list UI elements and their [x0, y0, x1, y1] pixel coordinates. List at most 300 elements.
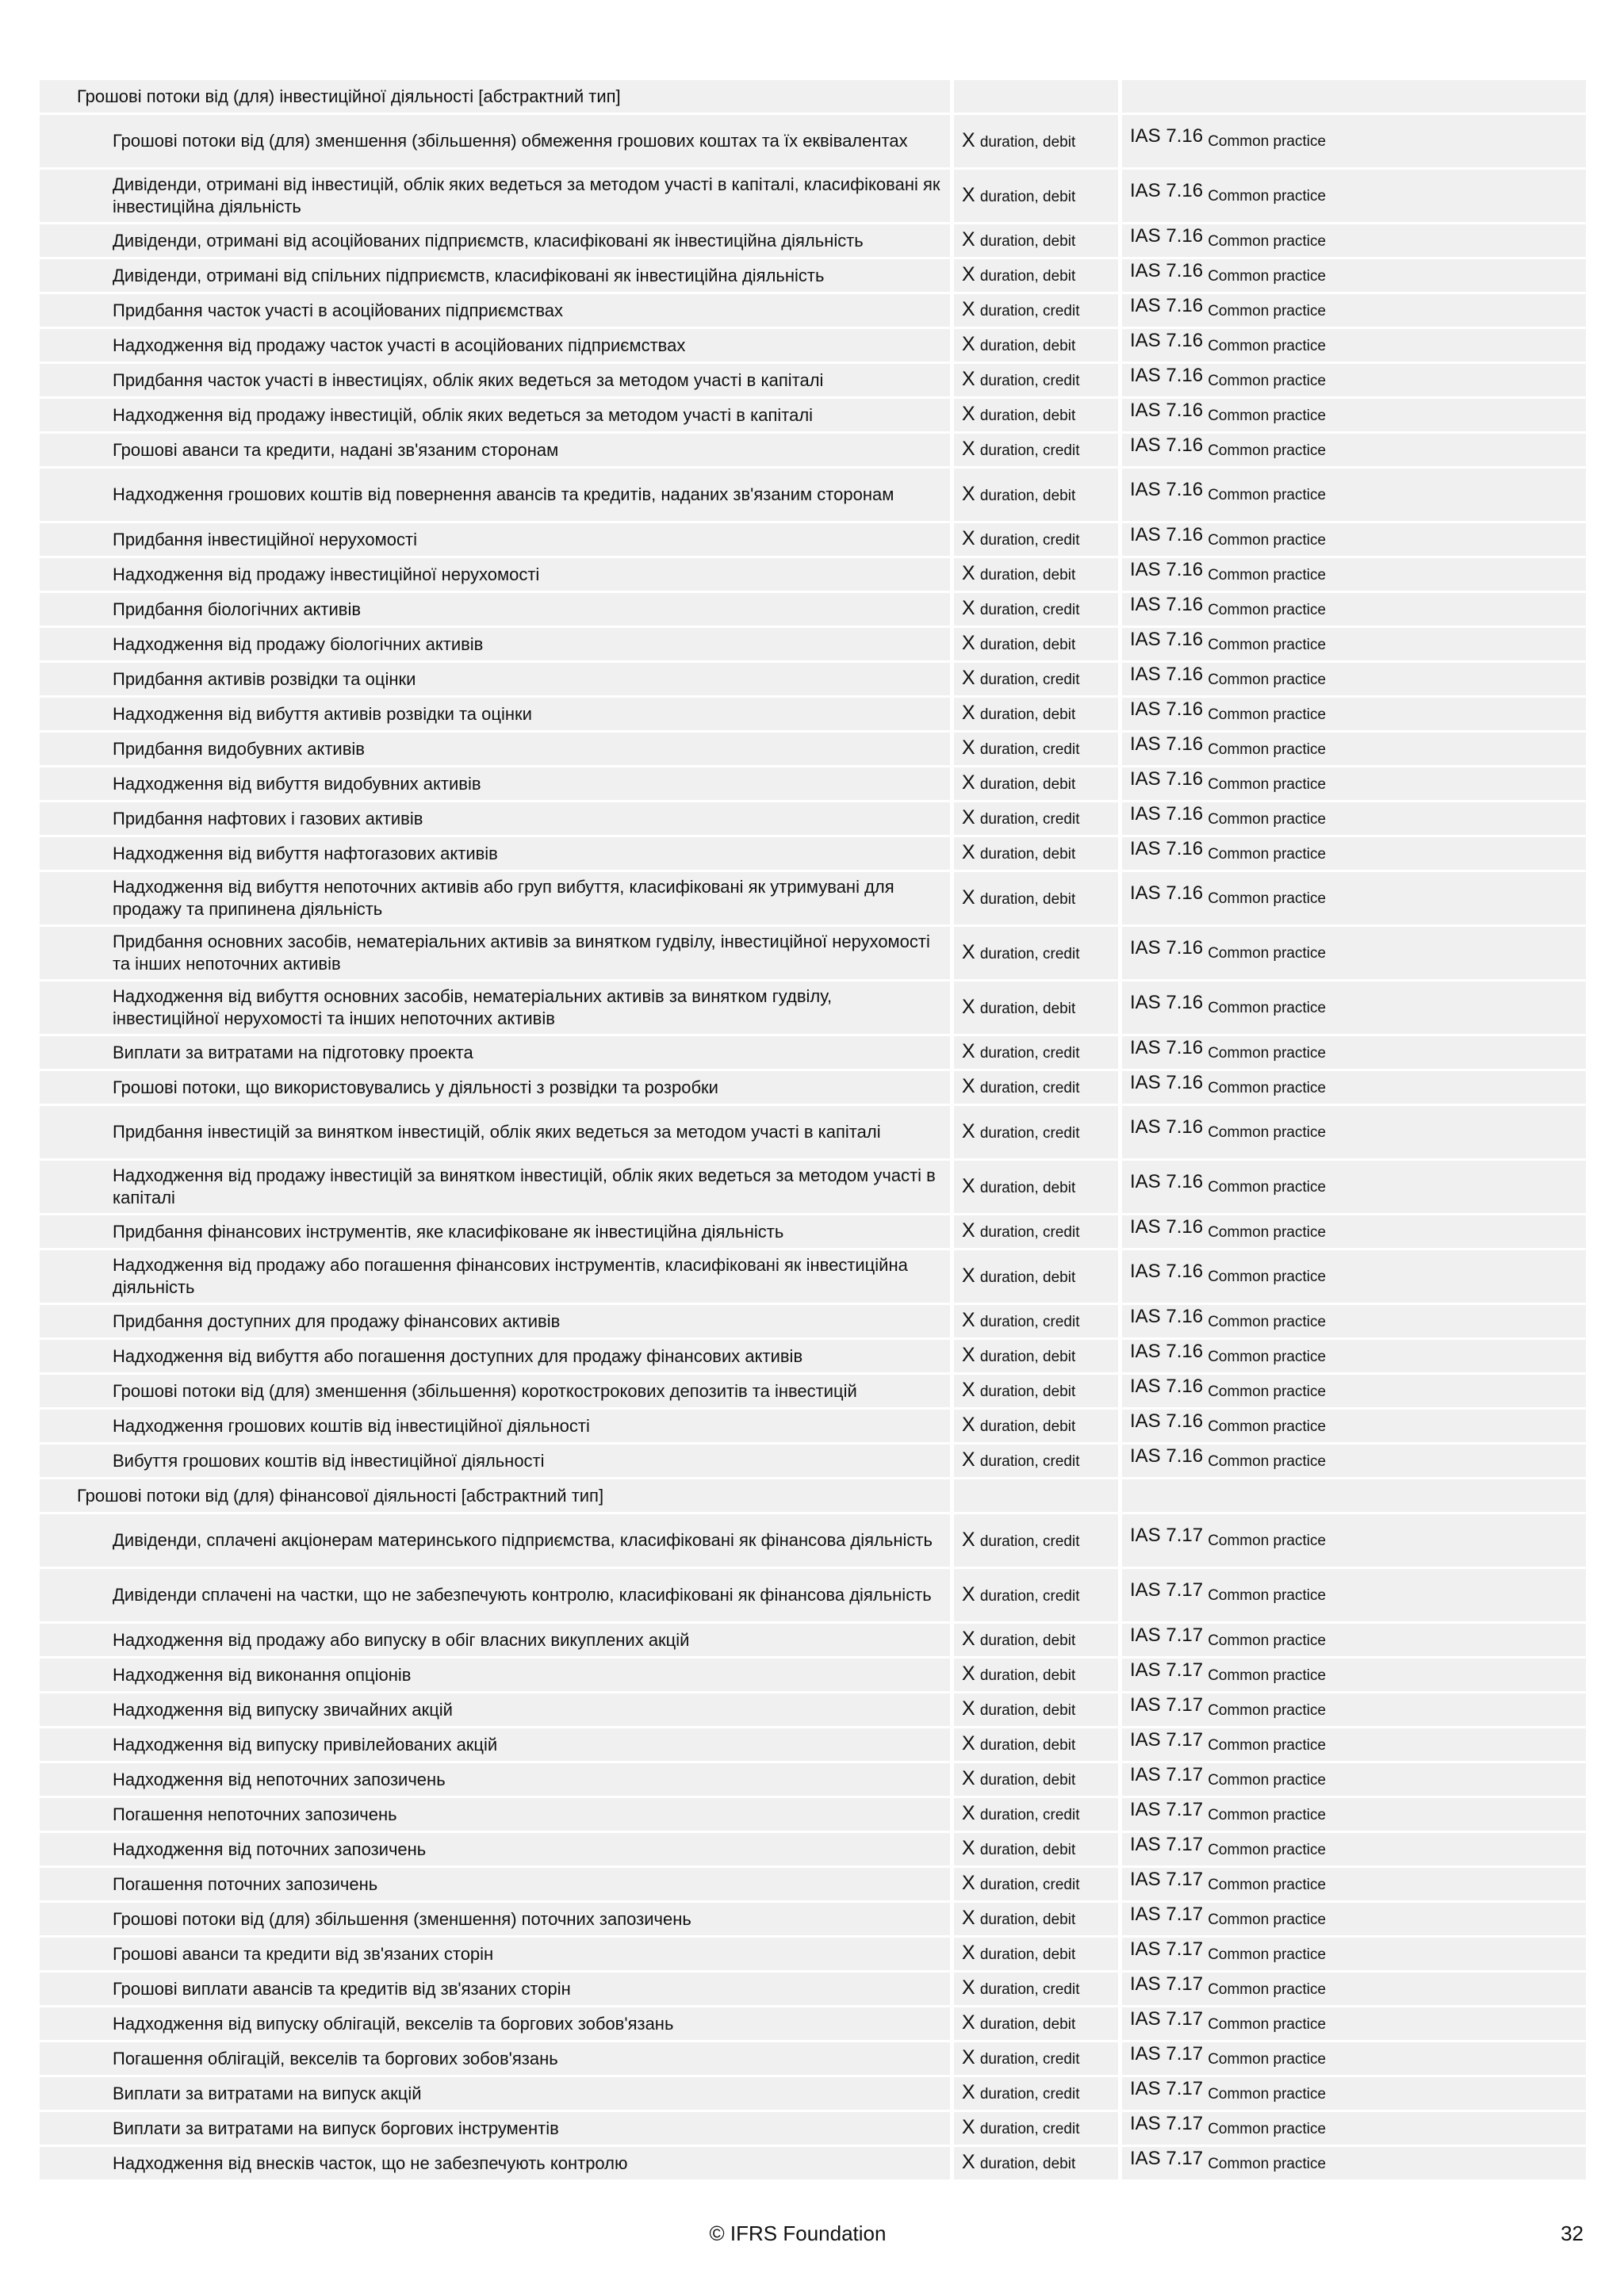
- table-row: [40, 593, 1586, 626]
- element-label: Придбання доступних для продажу фінансових активів: [40, 1305, 954, 1337]
- period-balance: duration, debit: [979, 1179, 1076, 1196]
- x-mark: X: [962, 527, 975, 549]
- element-label: Грошові потоки від (для) інвестиційної діяльності [абстрактний тип]: [40, 80, 954, 113]
- period-balance: duration, debit: [979, 846, 1076, 863]
- element-label: Надходження від продажу або погашення фінансових інструментів, класифіковані як інвестиційна діяльність: [40, 1250, 954, 1303]
- reference-type: Common practice: [1208, 232, 1327, 250]
- x-mark: X: [962, 597, 975, 619]
- reference-type: Common practice: [1208, 133, 1327, 150]
- period-balance: duration, credit: [979, 1981, 1080, 1998]
- ias-reference: IAS 7.17: [1130, 1579, 1204, 1601]
- period-cell: [954, 698, 1122, 730]
- reference-type: Common practice: [1208, 1701, 1327, 1719]
- table-row: [40, 1340, 1586, 1372]
- period-cell: [954, 663, 1122, 695]
- table-row: [40, 1106, 1586, 1158]
- element-label: Надходження від продажу часток участі в асоційованих підприємствах: [40, 329, 954, 362]
- element-label: Грошові виплати авансів та кредитів від зв'язаних сторін: [40, 1973, 954, 2005]
- reference-type: Common practice: [1208, 740, 1327, 758]
- ias-reference: IAS 7.16: [1130, 802, 1204, 825]
- period-cell: [954, 1215, 1122, 1248]
- table-row: [40, 2112, 1586, 2145]
- period-balance: duration, credit: [979, 1877, 1080, 1893]
- period-cell: [954, 434, 1122, 466]
- table-row: [40, 1693, 1586, 1726]
- element-label: Дивіденди, отримані від інвестицій, облік яких ведеться за методом участі в капіталі, класифіковані як інвестиційна діяльність: [40, 170, 954, 222]
- reference-cell: [1122, 698, 1586, 730]
- period-balance: duration, credit: [979, 532, 1080, 549]
- x-mark: X: [962, 1379, 975, 1401]
- period-balance: duration, credit: [979, 811, 1080, 828]
- table-row: [40, 399, 1586, 431]
- element-label: Вибуття грошових коштів від інвестиційної діяльності: [40, 1445, 954, 1477]
- element-label: Дивіденди, сплачені акціонерам материнського підприємства, класифіковані як фінансова діяльність: [40, 1514, 954, 1567]
- element-label: Виплати за витратами на випуск боргових інструментів: [40, 2112, 954, 2145]
- reference-cell: [1122, 1763, 1586, 1796]
- table-row: [40, 2042, 1586, 2075]
- period-balance: duration, debit: [979, 1632, 1076, 1649]
- element-label: Надходження від поточних запозичень: [40, 1833, 954, 1866]
- ias-reference: IAS 7.17: [1130, 2042, 1204, 2064]
- ias-reference: IAS 7.16: [1130, 1261, 1204, 1282]
- period-cell: [954, 523, 1122, 556]
- ias-reference: IAS 7.16: [1130, 593, 1204, 615]
- reference-type: Common practice: [1208, 566, 1327, 584]
- reference-cell: [1122, 1514, 1586, 1567]
- ias-reference: IAS 7.16: [1130, 628, 1204, 650]
- element-label: Дивіденди, отримані від асоційованих підприємств, класифіковані як інвестиційна діяльність: [40, 224, 954, 257]
- reference-cell: [1122, 2042, 1586, 2075]
- x-mark: X: [962, 2151, 975, 2173]
- table-row: [40, 2147, 1586, 2179]
- period-cell: [954, 1624, 1122, 1656]
- period-cell: [954, 1938, 1122, 1970]
- x-mark: X: [962, 403, 975, 425]
- element-label: Надходження від продажу біологічних активів: [40, 628, 954, 660]
- reference-cell: [1122, 1375, 1586, 1407]
- period-balance: duration, credit: [979, 1124, 1080, 1142]
- reference-cell: [1122, 115, 1586, 167]
- element-label: Надходження від вибуття основних засобів, нематеріальних активів за винятком гудвілу, інвестиційної нерухомості та інших непоточних активів: [40, 982, 954, 1034]
- reference-cell: [1122, 1215, 1586, 1248]
- table-row: [40, 1445, 1586, 1477]
- element-label: Виплати за витратами на підготовку проекта: [40, 1036, 954, 1069]
- taxonomy-table: [40, 78, 1586, 2182]
- x-mark: X: [962, 632, 975, 654]
- ias-reference: IAS 7.16: [1130, 479, 1204, 500]
- element-label: Надходження від виконання опціонів: [40, 1659, 954, 1691]
- x-mark: X: [962, 562, 975, 584]
- period-balance: duration, debit: [979, 1000, 1076, 1017]
- reference-type: Common practice: [1208, 1587, 1327, 1604]
- reference-cell: [1122, 1250, 1586, 1303]
- table-row: [40, 224, 1586, 257]
- period-balance: duration, debit: [979, 1737, 1076, 1754]
- reference-cell: [1122, 1903, 1586, 1935]
- x-mark: X: [962, 183, 975, 206]
- reference-cell: [1122, 1569, 1586, 1621]
- period-cell: [954, 329, 1122, 362]
- x-mark: X: [962, 1663, 975, 1685]
- reference-cell: [1122, 982, 1586, 1034]
- element-label: Грошові потоки від (для) зменшення (збільшення) обмеження грошових коштах та їх еквівалентах: [40, 115, 954, 167]
- ias-reference: IAS 7.17: [1130, 1798, 1204, 1820]
- reference-cell: [1122, 224, 1586, 257]
- reference-cell: [1122, 399, 1586, 431]
- x-mark: X: [962, 1414, 975, 1436]
- period-cell: [954, 1410, 1122, 1442]
- x-mark: X: [962, 333, 975, 355]
- ias-reference: IAS 7.17: [1130, 1693, 1204, 1716]
- reference-type: Common practice: [1208, 1313, 1327, 1330]
- period-cell: [954, 364, 1122, 396]
- table-row: [40, 1973, 1586, 2005]
- period-balance: duration, credit: [979, 1807, 1080, 1823]
- reference-cell: [1122, 663, 1586, 695]
- x-mark: X: [962, 1582, 975, 1605]
- table-row: [40, 1868, 1586, 1900]
- table-row: [40, 2007, 1586, 2040]
- table-row: [40, 469, 1586, 521]
- element-label: Надходження від випуску облігацій, векселів та боргових зобов'язань: [40, 2007, 954, 2040]
- period-cell: [954, 837, 1122, 870]
- element-label: Надходження від вибуття непоточних активів або груп вибуття, класифіковані як утримувані для продажу та припинена діяльність: [40, 872, 954, 924]
- x-mark: X: [962, 771, 975, 794]
- x-mark: X: [962, 368, 975, 390]
- element-label: Надходження від випуску привілейованих акцій: [40, 1728, 954, 1761]
- reference-cell: [1122, 1798, 1586, 1831]
- table-row: [40, 1215, 1586, 1248]
- ias-reference: IAS 7.16: [1130, 294, 1204, 316]
- element-label: Надходження від продажу інвестицій, облік яких ведеться за методом участі в капіталі: [40, 399, 954, 431]
- period-cell: [954, 2077, 1122, 2110]
- period-balance: duration, debit: [979, 408, 1076, 424]
- ias-reference: IAS 7.16: [1130, 1071, 1204, 1093]
- table-row: [40, 1659, 1586, 1691]
- reference-type: Common practice: [1208, 1946, 1327, 1963]
- period-balance: duration, credit: [979, 1224, 1080, 1241]
- period-balance: duration, debit: [979, 776, 1076, 793]
- table-row: [40, 1728, 1586, 1761]
- period-cell: [954, 628, 1122, 660]
- section-header-row: [40, 80, 1586, 113]
- table-row: [40, 1903, 1586, 1935]
- x-mark: X: [962, 263, 975, 285]
- x-mark: X: [962, 1344, 975, 1366]
- x-mark: X: [962, 1976, 975, 1999]
- period-balance: duration, credit: [979, 1453, 1080, 1470]
- period-cell: [954, 767, 1122, 800]
- reference-cell: [1122, 593, 1586, 626]
- table-row: [40, 1514, 1586, 1567]
- reference-type: Common practice: [1208, 1179, 1327, 1196]
- period-cell: [954, 1340, 1122, 1372]
- x-mark: X: [962, 1219, 975, 1242]
- ias-reference: IAS 7.16: [1130, 1305, 1204, 1327]
- ias-reference: IAS 7.16: [1130, 1375, 1204, 1397]
- reference-cell: [1122, 364, 1586, 396]
- reference-type: Common practice: [1208, 1667, 1327, 1684]
- reference-type: Common practice: [1208, 1980, 1327, 1998]
- element-label: Придбання основних засобів, нематеріальних активів за винятком гудвілу, інвестиційної нерухомості та інших непоточних активів: [40, 927, 954, 979]
- period-cell: [954, 1375, 1122, 1407]
- period-balance: duration, credit: [979, 2051, 1080, 2068]
- reference-type: Common practice: [1208, 2050, 1327, 2068]
- period-cell: [954, 1250, 1122, 1303]
- period-cell: [954, 80, 1122, 113]
- x-mark: X: [962, 806, 975, 828]
- element-label: Надходження від непоточних запозичень: [40, 1763, 954, 1796]
- reference-type: Common practice: [1208, 337, 1327, 354]
- reference-type: Common practice: [1208, 1841, 1327, 1858]
- reference-cell: [1122, 329, 1586, 362]
- x-mark: X: [962, 438, 975, 460]
- reference-type: Common practice: [1208, 945, 1327, 962]
- ias-reference: IAS 7.16: [1130, 1445, 1204, 1467]
- period-cell: [954, 982, 1122, 1034]
- x-mark: X: [962, 1767, 975, 1789]
- table-row: [40, 294, 1586, 327]
- element-label: Придбання активів розвідки та оцінки: [40, 663, 954, 695]
- table-row: [40, 364, 1586, 396]
- period-cell: [954, 927, 1122, 979]
- period-balance: duration, debit: [979, 2016, 1076, 2033]
- element-label: Надходження від вибуття активів розвідки та оцінки: [40, 698, 954, 730]
- period-balance: duration, credit: [979, 303, 1080, 320]
- ias-reference: IAS 7.17: [1130, 1659, 1204, 1681]
- table-row: [40, 1161, 1586, 1213]
- ias-reference: IAS 7.16: [1130, 698, 1204, 720]
- ias-reference: IAS 7.16: [1130, 329, 1204, 351]
- x-mark: X: [962, 128, 975, 151]
- reference-type: Common practice: [1208, 372, 1327, 389]
- ias-reference: IAS 7.16: [1130, 837, 1204, 859]
- table-row: [40, 872, 1586, 924]
- reference-type: Common practice: [1208, 1452, 1327, 1470]
- table-row: [40, 1036, 1586, 1069]
- reference-type: Common practice: [1208, 1771, 1327, 1789]
- reference-cell: [1122, 1036, 1586, 1069]
- element-label: Погашення поточних запозичень: [40, 1868, 954, 1900]
- element-label: Придбання фінансових інструментів, яке класифіковане як інвестиційна діяльність: [40, 1215, 954, 1248]
- period-balance: duration, debit: [979, 133, 1076, 151]
- ias-reference: IAS 7.17: [1130, 2112, 1204, 2134]
- reference-type: Common practice: [1208, 810, 1327, 828]
- table-row: [40, 558, 1586, 591]
- reference-type: Common practice: [1208, 531, 1327, 549]
- x-mark: X: [962, 1628, 975, 1650]
- x-mark: X: [962, 2011, 975, 2034]
- x-mark: X: [962, 298, 975, 320]
- period-cell: [954, 294, 1122, 327]
- reference-cell: [1122, 1728, 1586, 1761]
- table-row: [40, 1938, 1586, 1970]
- reference-cell: [1122, 558, 1586, 591]
- x-mark: X: [962, 1942, 975, 1964]
- reference-type: Common practice: [1208, 1383, 1327, 1400]
- reference-cell: [1122, 733, 1586, 765]
- table-row: [40, 259, 1586, 292]
- reference-type: Common practice: [1208, 2155, 1327, 2172]
- reference-type: Common practice: [1208, 1044, 1327, 1062]
- x-mark: X: [962, 1448, 975, 1471]
- period-balance: duration, debit: [979, 1772, 1076, 1789]
- reference-cell: [1122, 294, 1586, 327]
- period-cell: [954, 2147, 1122, 2179]
- period-cell: [954, 1833, 1122, 1866]
- reference-cell: [1122, 259, 1586, 292]
- reference-cell: [1122, 2077, 1586, 2110]
- x-mark: X: [962, 1907, 975, 1929]
- taxonomy-table-body: [40, 80, 1586, 2179]
- table-row: [40, 1833, 1586, 1866]
- reference-type: Common practice: [1208, 188, 1327, 205]
- reference-type: Common practice: [1208, 775, 1327, 793]
- element-label: Грошові аванси та кредити, надані зв'язаним сторонам: [40, 434, 954, 466]
- period-balance: duration, debit: [979, 1349, 1076, 1365]
- reference-cell: [1122, 1479, 1586, 1512]
- table-row: [40, 434, 1586, 466]
- reference-cell: [1122, 2147, 1586, 2179]
- reference-cell: [1122, 170, 1586, 222]
- reference-cell: [1122, 1445, 1586, 1477]
- period-balance: duration, credit: [979, 602, 1080, 618]
- ias-reference: IAS 7.16: [1130, 1171, 1204, 1192]
- table-row: [40, 733, 1586, 765]
- element-label: Дивіденди сплачені на частки, що не забезпечують контролю, класифіковані як фінансова діяльність: [40, 1569, 954, 1621]
- ias-reference: IAS 7.16: [1130, 558, 1204, 580]
- ias-reference: IAS 7.17: [1130, 1624, 1204, 1646]
- x-mark: X: [962, 1075, 975, 1097]
- period-cell: [954, 1903, 1122, 1935]
- ias-reference: IAS 7.17: [1130, 1938, 1204, 1960]
- period-cell: [954, 1728, 1122, 1761]
- table-row: [40, 1624, 1586, 1656]
- reference-cell: [1122, 1340, 1586, 1372]
- period-cell: [954, 1106, 1122, 1158]
- element-label: Погашення облігацій, векселів та боргових зобов'язань: [40, 2042, 954, 2075]
- x-mark: X: [962, 1837, 975, 1859]
- x-mark: X: [962, 995, 975, 1018]
- reference-cell: [1122, 434, 1586, 466]
- period-cell: [954, 224, 1122, 257]
- reference-cell: [1122, 1410, 1586, 1442]
- ias-reference: IAS 7.16: [1130, 523, 1204, 545]
- ias-reference: IAS 7.17: [1130, 1728, 1204, 1751]
- ias-reference: IAS 7.16: [1130, 937, 1204, 959]
- table-row: [40, 1569, 1586, 1621]
- period-cell: [954, 1514, 1122, 1567]
- period-cell: [954, 2007, 1122, 2040]
- period-balance: duration, debit: [979, 890, 1076, 908]
- period-balance: duration, credit: [979, 1587, 1080, 1605]
- table-row: [40, 837, 1586, 870]
- element-label: Грошові потоки від (для) збільшення (зменшення) поточних запозичень: [40, 1903, 954, 1935]
- reference-type: Common practice: [1208, 1911, 1327, 1928]
- table-row: [40, 2077, 1586, 2110]
- reference-cell: [1122, 837, 1586, 870]
- period-cell: [954, 1569, 1122, 1621]
- reference-cell: [1122, 1973, 1586, 2005]
- reference-cell: [1122, 872, 1586, 924]
- ias-reference: IAS 7.17: [1130, 1868, 1204, 1890]
- period-balance: duration, debit: [979, 268, 1076, 285]
- ias-reference: IAS 7.16: [1130, 992, 1204, 1013]
- period-balance: duration, debit: [979, 706, 1076, 723]
- ias-reference: IAS 7.17: [1130, 2077, 1204, 2099]
- reference-cell: [1122, 1624, 1586, 1656]
- period-balance: duration, debit: [979, 1702, 1076, 1719]
- reference-type: Common practice: [1208, 487, 1327, 503]
- ias-reference: IAS 7.16: [1130, 364, 1204, 386]
- element-label: Надходження від випуску звичайних акцій: [40, 1693, 954, 1726]
- element-label: Придбання біологічних активів: [40, 593, 954, 626]
- reference-type: Common practice: [1208, 890, 1327, 907]
- period-cell: [954, 2112, 1122, 2145]
- x-mark: X: [962, 1528, 975, 1551]
- period-cell: [954, 1036, 1122, 1069]
- ias-reference: IAS 7.16: [1130, 1410, 1204, 1432]
- ias-reference: IAS 7.17: [1130, 2007, 1204, 2030]
- ias-reference: IAS 7.16: [1130, 1340, 1204, 1362]
- x-mark: X: [962, 886, 975, 909]
- reference-cell: [1122, 1659, 1586, 1691]
- period-cell: [954, 558, 1122, 591]
- reference-type: Common practice: [1208, 1806, 1327, 1823]
- period-cell: [954, 733, 1122, 765]
- table-row: [40, 802, 1586, 835]
- period-cell: [954, 1973, 1122, 2005]
- reference-type: Common practice: [1208, 1418, 1327, 1435]
- period-balance: duration, debit: [979, 487, 1076, 504]
- element-label: Надходження від продажу або випуску в обіг власних викуплених акцій: [40, 1624, 954, 1656]
- element-label: Грошові потоки від (для) фінансової діяльності [абстрактний тип]: [40, 1479, 954, 1512]
- x-mark: X: [962, 702, 975, 724]
- period-balance: duration, credit: [979, 1533, 1080, 1550]
- period-cell: [954, 1479, 1122, 1512]
- element-label: Дивіденди, отримані від спільних підприємств, класифіковані як інвестиційна діяльність: [40, 259, 954, 292]
- x-mark: X: [962, 2116, 975, 2138]
- period-cell: [954, 115, 1122, 167]
- element-label: Грошові потоки, що використовувались у діяльності з розвідки та розробки: [40, 1071, 954, 1104]
- element-label: Надходження від вибуття видобувних активів: [40, 767, 954, 800]
- ias-reference: IAS 7.16: [1130, 1036, 1204, 1058]
- reference-type: Common practice: [1208, 1223, 1327, 1241]
- reference-type: Common practice: [1208, 671, 1327, 688]
- reference-type: Common practice: [1208, 1348, 1327, 1365]
- reference-type: Common practice: [1208, 601, 1327, 618]
- table-row: [40, 1071, 1586, 1104]
- reference-type: Common practice: [1208, 442, 1327, 459]
- x-mark: X: [962, 2081, 975, 2103]
- x-mark: X: [962, 1697, 975, 1720]
- period-cell: [954, 399, 1122, 431]
- period-balance: duration, debit: [979, 338, 1076, 354]
- x-mark: X: [962, 940, 975, 963]
- ias-reference: IAS 7.17: [1130, 1903, 1204, 1925]
- table-row: [40, 1798, 1586, 1831]
- ias-reference: IAS 7.16: [1130, 733, 1204, 755]
- table-row: [40, 698, 1586, 730]
- period-cell: [954, 593, 1122, 626]
- reference-cell: [1122, 469, 1586, 521]
- reference-type: Common practice: [1208, 2120, 1327, 2137]
- table-row: [40, 927, 1586, 979]
- period-cell: [954, 469, 1122, 521]
- reference-cell: [1122, 523, 1586, 556]
- period-cell: [954, 1161, 1122, 1213]
- reference-cell: [1122, 1106, 1586, 1158]
